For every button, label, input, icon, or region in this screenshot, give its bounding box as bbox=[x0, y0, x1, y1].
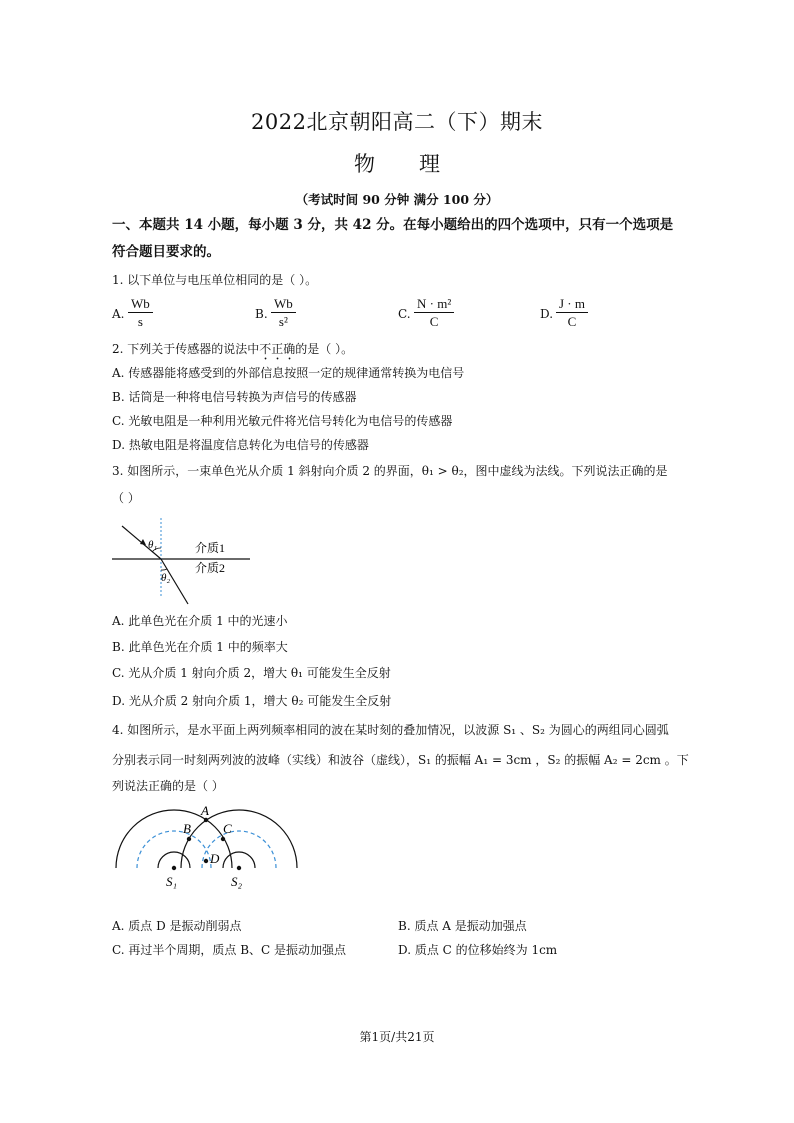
q4-label-b: B bbox=[183, 821, 191, 836]
page-title: 2022北京朝阳高二（下）期末 bbox=[251, 110, 543, 134]
q4-s2-crest-inner bbox=[223, 852, 255, 868]
exam-info: （考试时间 90 分钟 满分 100 分） bbox=[295, 192, 499, 207]
q4-point-a bbox=[204, 818, 208, 822]
q4-option-c: C. 再过半个周期，质点 B、C 是振动加强点 bbox=[112, 943, 347, 957]
q1-option-c-fraction bbox=[414, 296, 454, 331]
q3-option-d: D. 光从介质 2 射向介质 1，增大 θ₂ 可能发生全反射 bbox=[112, 694, 392, 708]
q4-source-s2 bbox=[237, 866, 241, 870]
q3-theta1-label: θ₁ bbox=[148, 539, 158, 551]
q1-a-numerator: Wb bbox=[128, 296, 153, 313]
q3-stem: 3. 如图所示，一束单色光从介质 1 斜射向介质 2 的界面，θ₁ > θ₂，图中虚线为法线。下列说法正确的是 bbox=[112, 464, 668, 478]
q4-s2-crest-outer bbox=[181, 810, 297, 868]
q1-d-denominator: C bbox=[567, 314, 577, 329]
q1-c-denominator: C bbox=[429, 314, 439, 329]
q4-point-b bbox=[187, 837, 191, 841]
q1-option-d-label: D. bbox=[540, 307, 554, 321]
subject-char-2: 理 bbox=[419, 152, 440, 176]
q4-stem-line3: 列说法正确的是（ ） bbox=[112, 779, 224, 793]
q4-label-a: A bbox=[201, 803, 209, 818]
q1-option-b-label: B. bbox=[255, 307, 268, 321]
q2-option-a: A. 传感器能将感受到的外部信息按照一定的规律通常转换为电信号 bbox=[112, 366, 465, 380]
q3-theta2-arc bbox=[161, 569, 167, 570]
q1-option-a-label: A. bbox=[112, 307, 125, 321]
q1-option-a-fraction bbox=[128, 296, 153, 331]
q4-source-s1 bbox=[172, 866, 176, 870]
q2-stem-before: 2. 下列关于传感器的说法中 bbox=[112, 342, 260, 356]
q3-medium1-label: 介质1 bbox=[195, 541, 226, 555]
q2-option-c: C. 光敏电阻是一种利用光敏元件将光信号转化为电信号的传感器 bbox=[112, 414, 453, 428]
q4-option-d: D. 质点 C 的位移始终为 1cm bbox=[398, 943, 558, 957]
q3-theta2-label: θ₂ bbox=[161, 572, 171, 584]
subject-title bbox=[0, 148, 794, 178]
q3-medium2-label: 介质2 bbox=[195, 561, 226, 575]
q4-label-s1: S₁ bbox=[166, 874, 178, 889]
q1-b-denominator: s² bbox=[278, 314, 288, 329]
q4-s1-trough bbox=[137, 831, 211, 868]
q3-option-c: C. 光从介质 1 射向介质 2，增大 θ₁ 可能发生全反射 bbox=[112, 666, 391, 680]
q4-label-c: C bbox=[223, 821, 232, 836]
q2-option-d: D. 热敏电阻是将温度信息转化为电信号的传感器 bbox=[112, 438, 369, 452]
q3-refraction-figure bbox=[108, 518, 258, 610]
q3-option-b: B. 此单色光在介质 1 中的频率大 bbox=[112, 640, 288, 654]
q2-option-b: B. 话筒是一种将电信号转换为声信号的传感器 bbox=[112, 390, 357, 404]
q1-option-b-fraction bbox=[271, 296, 296, 331]
q2-stem-after: 的是（ ）。 bbox=[295, 342, 354, 356]
q4-s1-crest-inner bbox=[158, 852, 190, 868]
page-footer: 第1页/共21页 bbox=[359, 1030, 435, 1044]
q4-label-d: D bbox=[210, 851, 220, 866]
q1-a-denominator: s bbox=[137, 314, 143, 329]
section-heading-line1: 一、本题共 14 小题，每小题 3 分，共 42 分。在每小题给出的四个选项中，只有一个选项是 bbox=[112, 217, 674, 233]
section-heading-line2: 符合题目要求的。 bbox=[112, 244, 220, 260]
q1-option-c-label: C. bbox=[398, 307, 411, 321]
q2-stem-emphasis: 不正确 bbox=[259, 342, 296, 356]
q1-stem: 1. 以下单位与电压单位相同的是（ ）。 bbox=[112, 273, 318, 287]
q1-c-numerator: N · m² bbox=[414, 296, 454, 313]
q4-point-d bbox=[204, 859, 208, 863]
q4-interference-figure bbox=[108, 800, 308, 892]
q4-stem-line1: 4. 如图所示，是水平面上两列频率相同的波在某时刻的叠加情况，以波源 S₁ 、S₂ 为圆心的两组同心圆弧 bbox=[112, 723, 669, 737]
subject-char-1: 物 bbox=[354, 152, 375, 176]
q4-option-a: A. 质点 D 是振动削弱点 bbox=[112, 919, 242, 933]
q3-option-a: A. 此单色光在介质 1 中的光速小 bbox=[112, 614, 288, 628]
q1-option-d-fraction bbox=[556, 296, 588, 331]
q4-stem-line2: 分别表示同一时刻两列波的波峰（实线）和波谷（虚线），S₁ 的振幅 A₁ = 3cm ，S₂ 的振幅 A₂ = 2cm 。下 bbox=[112, 753, 689, 767]
q3-stem-cont: （ ） bbox=[112, 491, 140, 505]
q2-stem bbox=[112, 341, 694, 363]
q4-label-s2: S₂ bbox=[231, 874, 243, 889]
q1-d-numerator: J · m bbox=[556, 296, 588, 313]
q4-option-b: B. 质点 A 是振动加强点 bbox=[398, 919, 527, 933]
q1-b-numerator: Wb bbox=[271, 296, 296, 313]
q4-point-c bbox=[221, 837, 225, 841]
